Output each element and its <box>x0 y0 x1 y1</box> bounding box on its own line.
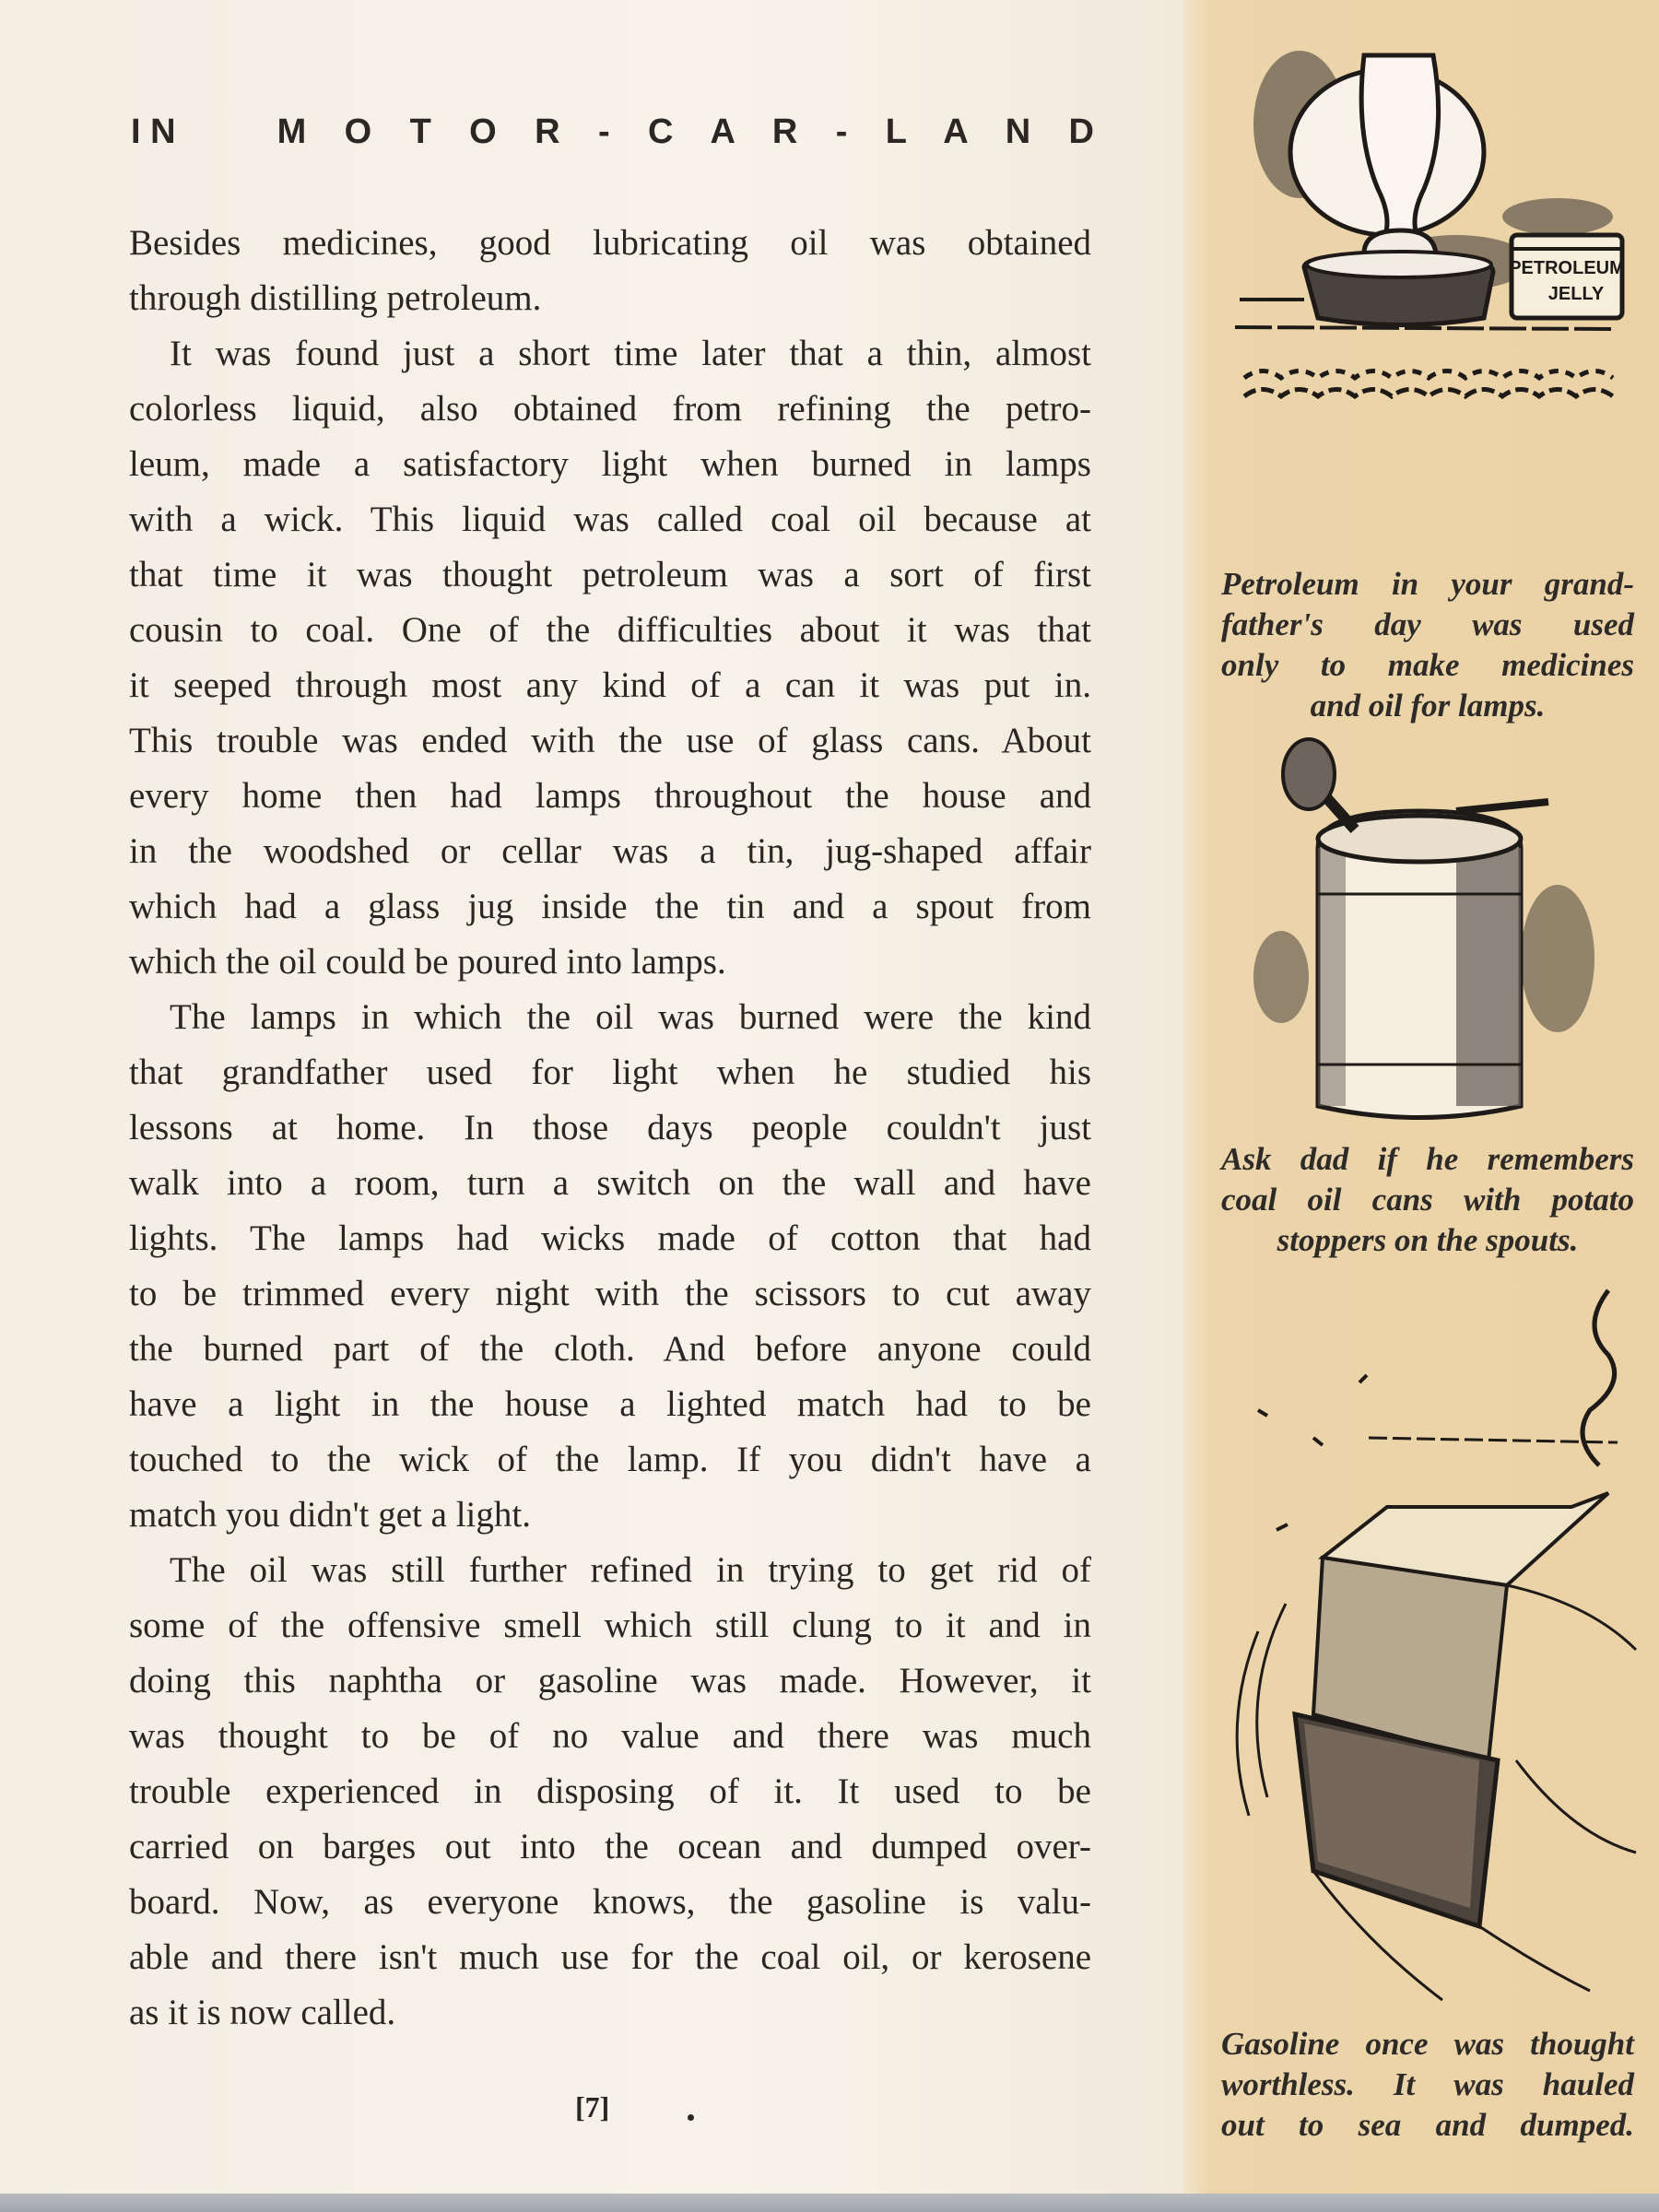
running-header <box>131 112 1094 152</box>
jar-label-line1: PETROLEUM <box>1509 258 1625 278</box>
body-line: which the oil could be poured into lamps. <box>129 942 726 982</box>
oil-lamp-illustration <box>1226 23 1631 567</box>
header-word-in: I N <box>131 112 176 151</box>
body-text <box>129 216 1091 2041</box>
body-line: The oil was still further refined in trying to get rid of <box>170 1550 1091 1590</box>
body-line: the burned part of the cloth. And before anyone could <box>129 1329 1091 1369</box>
body-line: doing this naphtha or gasoline was made. However, it <box>129 1661 1091 1700</box>
scan-edge <box>0 2194 1659 2212</box>
caption-lamp <box>1221 564 1634 726</box>
caption-line: father's day was used <box>1221 606 1634 642</box>
body-line: was thought to be of no value and there was much <box>129 1716 1091 1756</box>
caption-line: only to make medicines <box>1221 647 1634 683</box>
body-line: The lamps in which the oil was burned were the kind <box>170 997 1091 1037</box>
body-line: It was found just a short time later that a thin, almost <box>170 334 1091 373</box>
body-line: every home then had lamps throughout the house and <box>129 776 1091 816</box>
caption-barge <box>1221 2024 1634 2146</box>
potato-stopper-icon <box>1283 739 1335 809</box>
caption-line: worthless. It was hauled <box>1221 2066 1634 2102</box>
caption-line: Gasoline once was thought <box>1221 2026 1634 2062</box>
body-line: lights. The lamps had wicks made of cotton that had <box>129 1218 1091 1258</box>
body-line: through distilling petroleum. <box>129 278 542 318</box>
body-line: have a light in the house a lighted match had to be <box>129 1384 1091 1424</box>
caption-line: Ask dad if he remembers <box>1221 1141 1634 1177</box>
caption-can <box>1221 1139 1634 1261</box>
coal-oil-can-illustration <box>1244 737 1622 1152</box>
body-line: touched to the wick of the lamp. If you didn't have a <box>129 1440 1091 1479</box>
body-line: as it is now called. <box>129 1993 396 2032</box>
body-line: it seeped through most any kind of a can it was put in. <box>129 665 1091 705</box>
body-line: that grandfather used for light when he studied his <box>129 1053 1091 1092</box>
body-line: lessons at home. In those days people couldn't just <box>129 1108 1091 1147</box>
body-line: to be trimmed every night with the scissors to cut away <box>129 1274 1091 1313</box>
header-word-motor-car-land: M O T O R - C A R - L A N D <box>276 112 1094 151</box>
body-line: walk into a room, turn a switch on the wall and have <box>129 1163 1091 1203</box>
jar-label-line2: JELLY <box>1547 284 1605 304</box>
caption-line: and oil for lamps. <box>1310 688 1546 724</box>
body-line: colorless liquid, also obtained from refining the petro- <box>129 389 1091 429</box>
body-line: that time it was thought petroleum was a sort of first <box>129 555 1091 594</box>
body-line: carried on barges out into the ocean and dumped over- <box>129 1827 1091 1866</box>
body-line: some of the offensive smell which still clung to it and in <box>129 1606 1091 1645</box>
body-line: able and there isn't much use for the coal oil, or kerosene <box>129 1937 1091 1977</box>
body-line: leum, made a satisfactory light when burned in lamps <box>129 444 1091 484</box>
body-line: Besides medicines, good lubricating oil was obtained <box>129 223 1091 263</box>
caption-line: coal oil cans with potato <box>1221 1182 1634 1218</box>
body-line: board. Now, as everyone knows, the gasoline is valu- <box>129 1882 1091 1922</box>
body-line: with a wick. This liquid was called coal oil because at <box>129 500 1091 539</box>
caption-line: out to sea and dumped. <box>1221 2107 1634 2143</box>
page-number: [7] <box>575 2090 610 2124</box>
barge-illustration <box>1203 1281 1645 2009</box>
body-line: trouble experienced in disposing of it. It used to be <box>129 1771 1091 1811</box>
body-line: match you didn't get a light. <box>129 1495 531 1535</box>
caption-line: Petroleum in your grand- <box>1221 566 1634 602</box>
body-line: This trouble was ended with the use of glass cans. About <box>129 721 1091 760</box>
body-line: cousin to coal. One of the difficulties about it was that <box>129 610 1091 650</box>
stray-dot <box>688 2114 694 2121</box>
body-line: in the woodshed or cellar was a tin, jug-shaped affair <box>129 831 1091 871</box>
body-line: which had a glass jug inside the tin and a spout from <box>129 887 1091 926</box>
caption-line: stoppers on the spouts. <box>1277 1222 1579 1258</box>
